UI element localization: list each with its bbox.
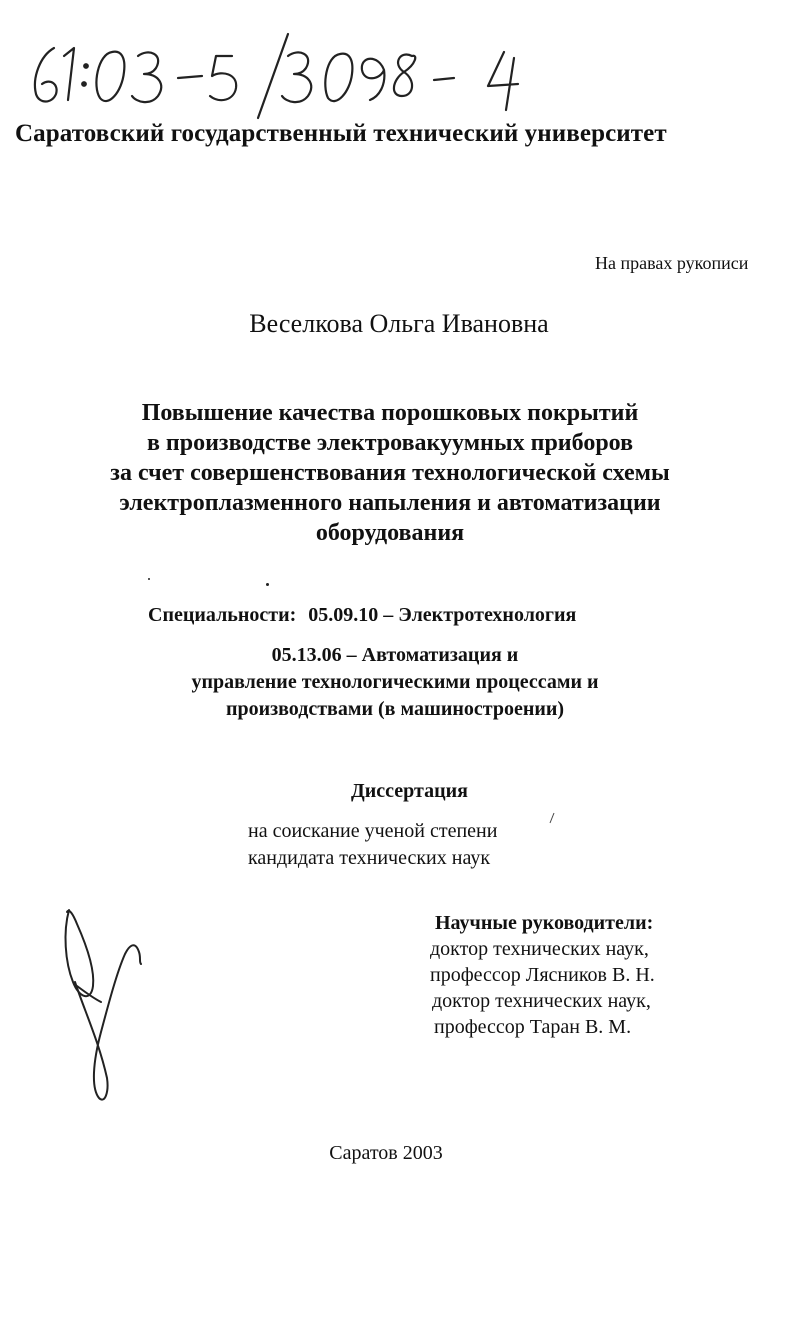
specialty-second-line: управление технологическими процессами и	[191, 671, 599, 693]
degree-line: на соискание ученой степени	[248, 820, 498, 842]
dissertation-title	[80, 398, 700, 548]
specialty-second-line: производствами (в машиностроении)	[225, 698, 565, 720]
city-year: Саратов 2003	[329, 1142, 443, 1164]
specialty-second	[150, 642, 640, 723]
supervisor-line: профессор Лясников В. Н.	[430, 964, 655, 986]
specialties-label: Специальности:	[148, 604, 297, 626]
author-name: Веселкова Ольга Ивановна	[249, 309, 549, 338]
rights-note: На правах рукописи	[595, 253, 749, 273]
specialty-second-line: 05.13.06 – Автоматизация и	[271, 644, 519, 666]
supervisors-heading: Научные руководители:	[435, 912, 654, 934]
dissertation-heading: Диссертация	[351, 780, 468, 802]
specialty-first: 05.09.10 – Электротехнология	[308, 604, 577, 626]
supervisor-line: доктор технических наук,	[430, 938, 649, 960]
university-name: Саратовский государственный технический университет	[15, 120, 667, 147]
title-line: Повышение качества порошковых покрытий	[141, 400, 639, 426]
scan-speck	[148, 578, 150, 580]
specialties-line	[148, 604, 576, 627]
title-line: электроплазменного напыления и автоматизации	[119, 490, 661, 516]
supervisor-line: профессор Таран В. М.	[434, 1016, 632, 1038]
degree-line: кандидата технических наук	[248, 847, 491, 869]
title-line: оборудования	[315, 520, 465, 546]
handwritten-archive-code	[26, 26, 546, 122]
title-line: в производстве электровакуумных приборов	[146, 430, 634, 456]
title-line: за счет совершенствования технологической схемы	[110, 460, 670, 486]
scan-speck	[266, 583, 269, 586]
scan-mark	[548, 812, 556, 824]
handwritten-signature	[55, 902, 155, 1108]
degree-text	[248, 818, 497, 872]
supervisor-line: доктор технических наук,	[432, 990, 651, 1012]
